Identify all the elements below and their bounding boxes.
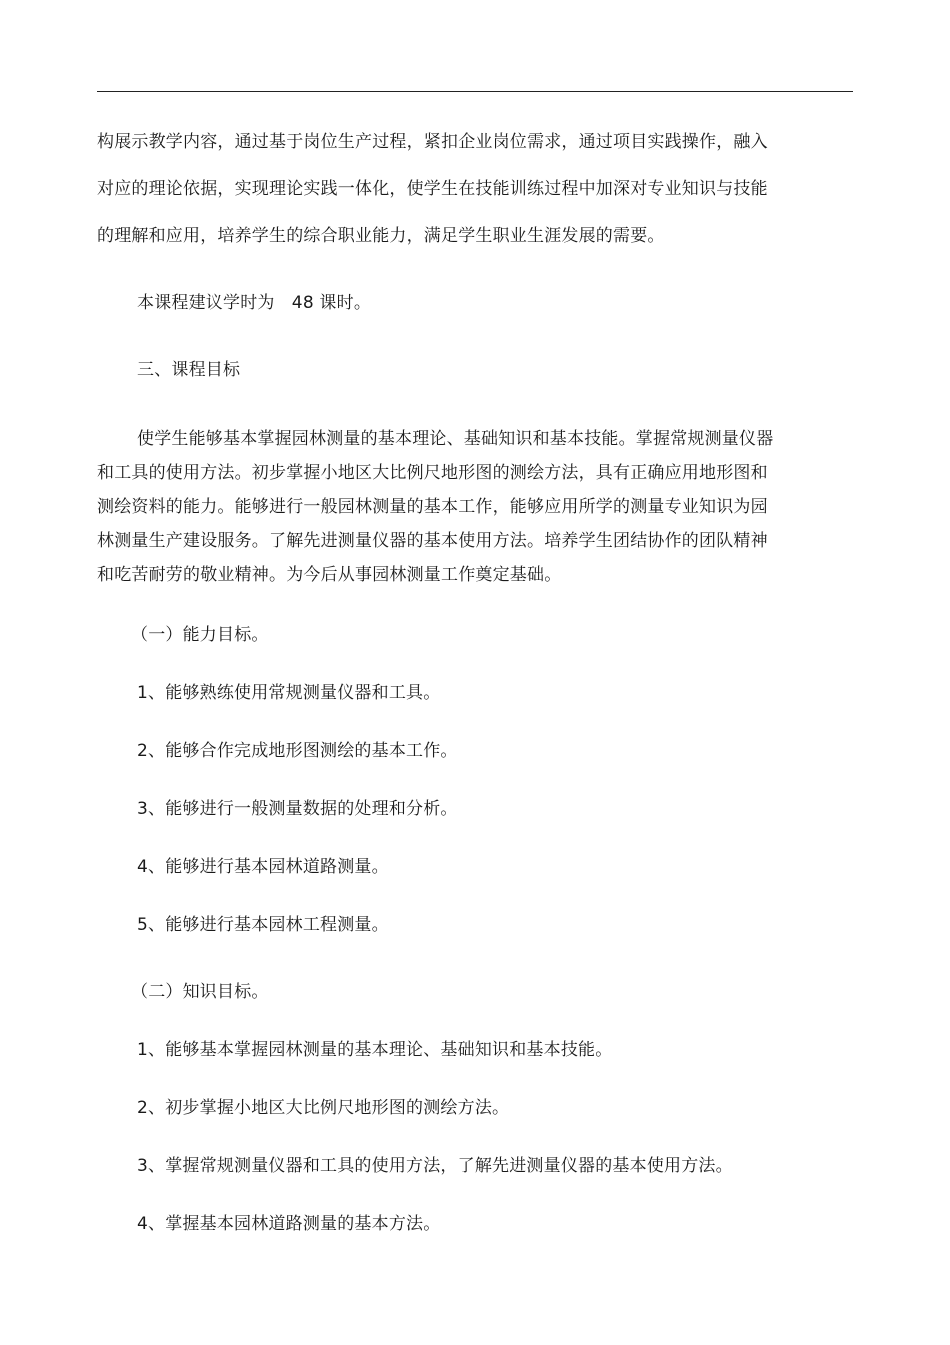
knowledge-goal-item: 4、掌握基本园林道路测量的基本方法。 — [137, 1214, 441, 1234]
knowledge-goal-item: 2、初步掌握小地区大比例尺地形图的测绘方法。 — [137, 1098, 510, 1118]
ability-goal-heading: （一）能力目标。 — [131, 625, 269, 645]
intro-paragraph-line: 对应的理论依据，实现理论实践一体化，使学生在技能训练过程中加深对专业知识与技能 — [97, 179, 768, 199]
knowledge-goal-item: 3、掌握常规测量仪器和工具的使用方法，了解先进测量仪器的基本使用方法。 — [137, 1156, 733, 1176]
section-three-heading: 三、课程目标 — [137, 360, 241, 380]
goal-paragraph-line: 测绘资料的能力。能够进行一般园林测量的基本工作，能够应用所学的测量专业知识为园 — [97, 497, 768, 517]
knowledge-goal-item: 1、能够基本掌握园林测量的基本理论、基础知识和基本技能。 — [137, 1040, 613, 1060]
knowledge-goal-heading: （二）知识目标。 — [131, 982, 269, 1002]
ability-goal-item: 4、能够进行基本园林道路测量。 — [137, 857, 389, 877]
intro-paragraph-line: 构展示教学内容，通过基于岗位生产过程，紧扣企业岗位需求，通过项目实践操作，融入 — [97, 132, 768, 152]
header-rule — [97, 91, 853, 92]
course-hours-line: 本课程建议学时为 48 课时。 — [137, 293, 372, 313]
goal-paragraph-line: 使学生能够基本掌握园林测量的基本理论、基础知识和基本技能。掌握常规测量仪器 — [137, 429, 774, 449]
ability-goal-item: 5、能够进行基本园林工程测量。 — [137, 915, 389, 935]
goal-paragraph-line: 和工具的使用方法。初步掌握小地区大比例尺地形图的测绘方法，具有正确应用地形图和 — [97, 463, 768, 483]
ability-goal-item: 3、能够进行一般测量数据的处理和分析。 — [137, 799, 458, 819]
ability-goal-item: 1、能够熟练使用常规测量仪器和工具。 — [137, 683, 441, 703]
goal-paragraph-line: 林测量生产建设服务。了解先进测量仪器的基本使用方法。培养学生团结协作的团队精神 — [97, 531, 768, 551]
goal-paragraph-line: 和吃苦耐劳的敬业精神。为今后从事园林测量工作奠定基础。 — [97, 565, 562, 585]
intro-paragraph-line: 的理解和应用，培养学生的综合职业能力，满足学生职业生涯发展的需要。 — [97, 226, 665, 246]
ability-goal-item: 2、能够合作完成地形图测绘的基本工作。 — [137, 741, 458, 761]
